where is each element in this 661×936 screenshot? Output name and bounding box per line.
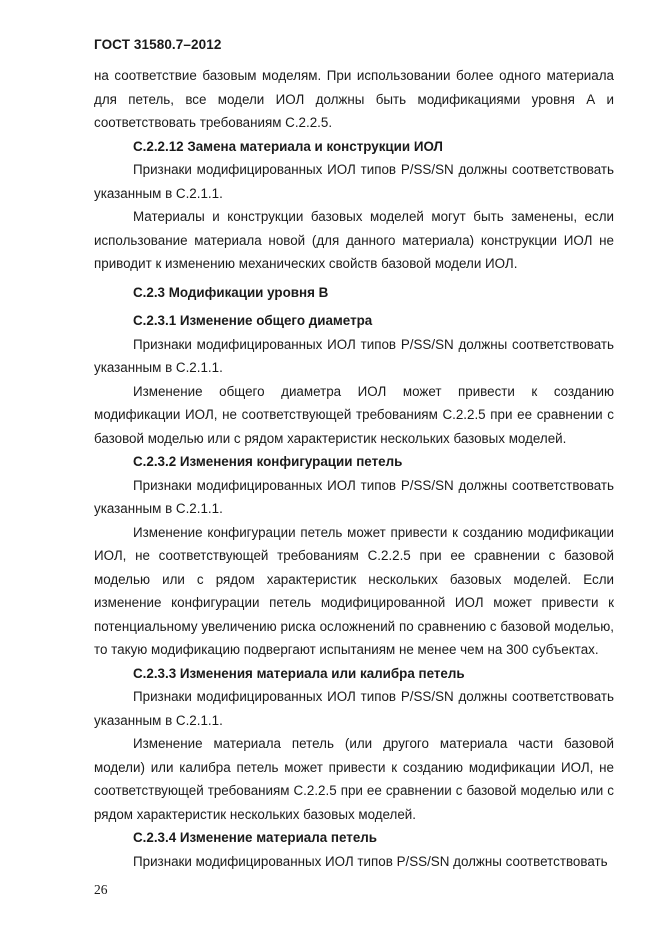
body-paragraph: Признаки модифицированных ИОЛ типов P/SS/SN должны соответствовать указанным в С.2.1.1. <box>94 336 614 375</box>
document-body <box>94 64 614 873</box>
body-paragraph: Материалы и конструкции базовых моделей могут быть заменены, если использование материала новой (для данного материала) конструкции ИОЛ не приводит к изменению механических свойств базовой модели ИОЛ. <box>94 209 614 271</box>
body-paragraph: Признаки модифицированных ИОЛ типов P/SS/SN должны соответствовать указанным в С.2.1.1. <box>94 162 614 201</box>
section-heading: С.2.3.4 Изменение материала петель <box>133 830 378 845</box>
page-number: 26 <box>94 882 108 897</box>
document-code-header: ГОСТ 31580.7–2012 <box>94 37 222 52</box>
section-heading: С.2.3.1 Изменение общего диаметра <box>133 313 373 328</box>
section-heading: С.2.3.3 Изменения материала или калибра петель <box>133 665 465 681</box>
body-paragraph: Изменение конфигурации петель может привести к созданию модификации ИОЛ, не соответствующей требованиям С.2.2.5 при ее сравнении с базовой моделью или с рядом характеристик нескольких базовых моделей. Если изменение конфигурации петель модифицированной ИОЛ может привести к потенциальному увеличению риска осложнений по сравнению с базовой моделью, то такую модификацию подвергают испытаниям не менее чем на 300 субъектах. <box>94 524 614 657</box>
body-paragraph: Изменение общего диаметра ИОЛ может привести к созданию модификации ИОЛ, не соответствующей требованиям С.2.2.5 при ее сравнении с базовой моделью или с рядом характеристик нескольких базовых моделей. <box>94 383 614 446</box>
section-heading: С.2.3 Модификации уровня В <box>133 284 329 300</box>
section-heading: С.2.2.12 Замена материала и конструкции ИОЛ <box>133 138 443 154</box>
body-paragraph: Признаки модифицированных ИОЛ типов P/SS/SN должны соответствовать указанным в С.2.1.1. <box>94 477 614 516</box>
section-heading: С.2.3.2 Изменения конфигурации петель <box>133 454 403 469</box>
body-paragraph: Признаки модифицированных ИОЛ типов P/SS/SN должны соответствовать <box>133 853 608 869</box>
body-paragraph: на соответствие базовым моделям. При использовании более одного материала для петель, все модели ИОЛ должны быть модификациями уровня А и соответствовать требованиям С.2.2.5. <box>94 68 614 130</box>
body-paragraph: Признаки модифицированных ИОЛ типов P/SS/SN должны соответствовать указанным в С.2.1.1. <box>94 689 614 728</box>
body-paragraph: Изменение материала петель (или другого материала части базовой модели) или калибра петель может привести к созданию модификации ИОЛ, не соответствующей требованиям С.2.2.5 при ее сравнении с базовой моделью или с рядом характеристик нескольких базовых моделей. <box>94 736 614 822</box>
